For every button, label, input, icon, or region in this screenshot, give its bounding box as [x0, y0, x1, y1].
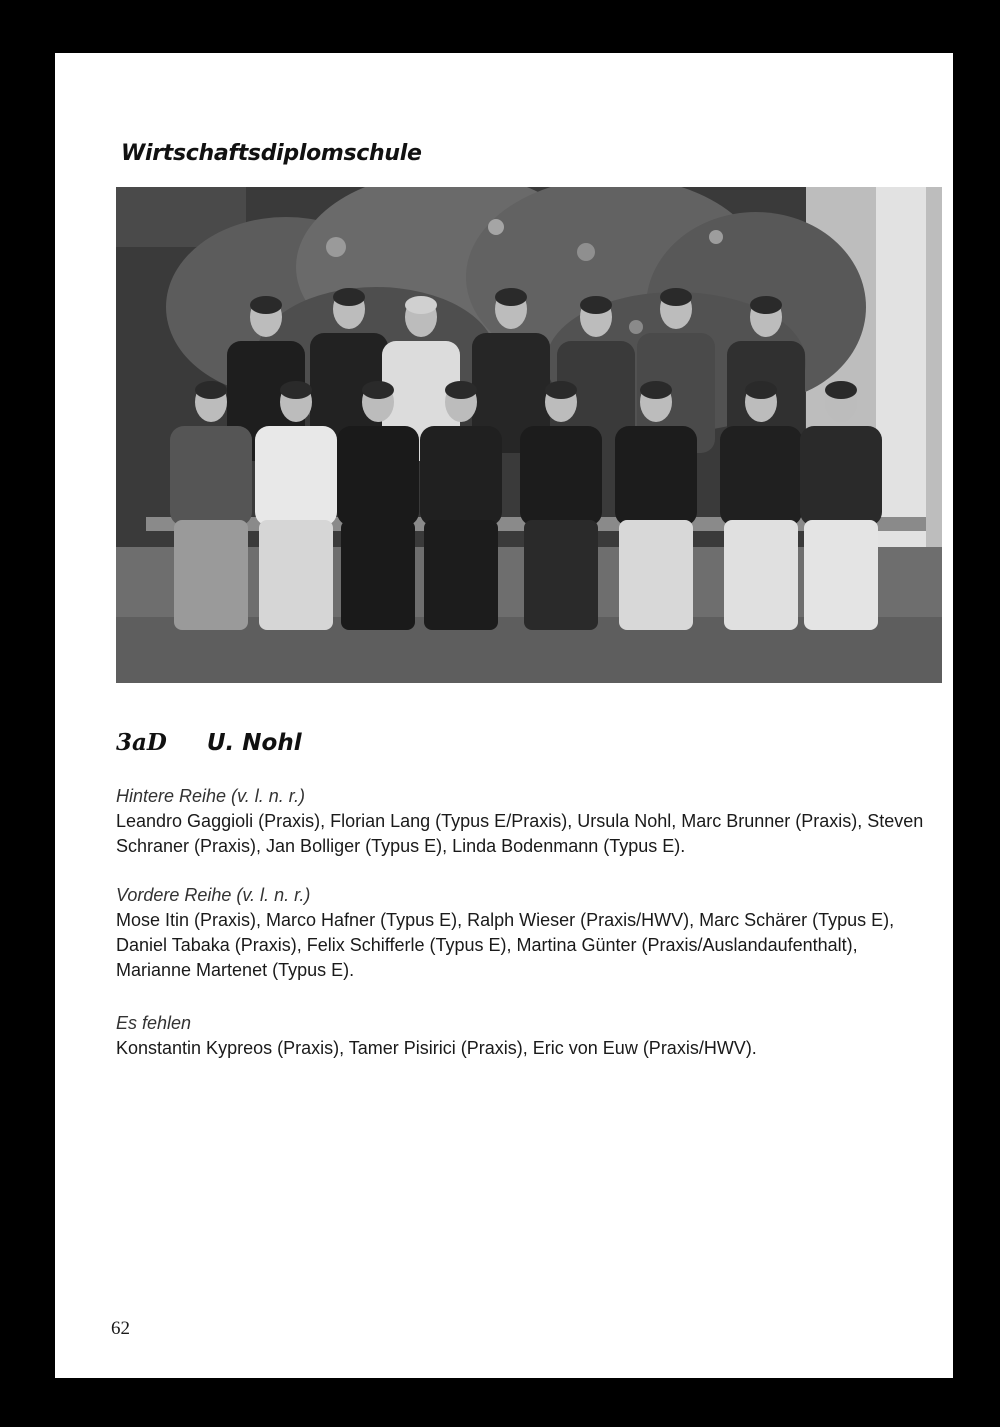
missing-label: Es fehlen [116, 1013, 192, 1033]
front-row-label: Vordere Reihe (v. l. n. r.) [116, 885, 311, 905]
back-row-caption [116, 784, 936, 859]
page-number: 62 [111, 1318, 130, 1339]
class-heading [116, 729, 302, 756]
class-code: 3aD [116, 729, 167, 756]
back-row-names: Leandro Gaggioli (Praxis), Florian Lang (Typus E/Praxis), Ursula Nohl, Marc Brunner (Praxis), Steven Schraner (Praxis), Jan Bolliger (Typus E), Linda Bodenmann (Typus E). [116, 811, 924, 856]
front-row-caption [116, 883, 936, 983]
front-row-names: Mose Itin (Praxis), Marco Hafner (Typus E), Ralph Wieser (Praxis/HWV), Marc Schärer (Typus E), Daniel Tabaka (Praxis), Felix Schifferle (Typus E), Martina Günter (Praxis/Auslandaufenthalt), Marianne Martenet (Typus E). [116, 910, 895, 980]
document-page [55, 53, 953, 1378]
missing-names: Konstantin Kypreos (Praxis), Tamer Pisirici (Praxis), Eric von Euw (Praxis/HWV). [116, 1038, 757, 1058]
back-row-label: Hintere Reihe (v. l. n. r.) [116, 786, 306, 806]
class-photo [116, 187, 942, 683]
class-photo-image [116, 187, 942, 683]
photo-pillar [876, 187, 926, 547]
missing-caption [116, 1011, 936, 1061]
class-teacher: U. Nohl [206, 730, 302, 756]
section-title: Wirtschaftsdiplomschule [121, 141, 422, 166]
